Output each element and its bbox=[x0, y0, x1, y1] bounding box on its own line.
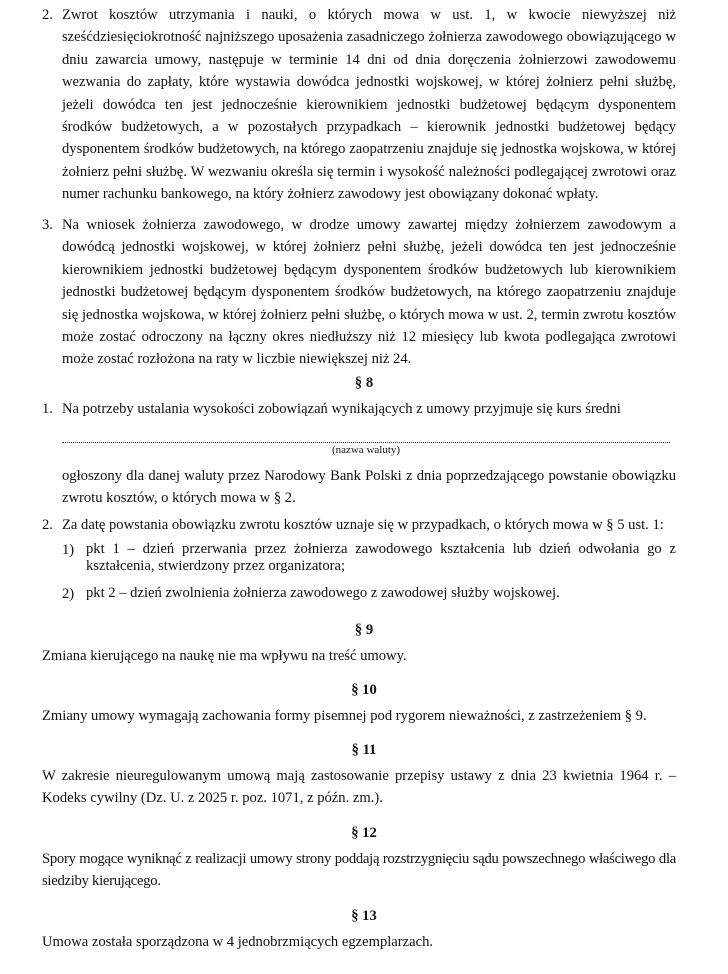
item-text: ogłoszony dla danej waluty przez Narodowy Bank Polski z dnia poprzedzającego powstanie obowiązku zwrotu kosztów, o których mowa w § 2. bbox=[62, 468, 676, 507]
paragraph-item-3 bbox=[42, 214, 676, 368]
subitem-number: 1) bbox=[62, 542, 75, 558]
s8-subitem-1 bbox=[62, 539, 676, 579]
item-text: Na potrzeby ustalania wysokości zobowiązań wynikających z umowy przyjmuje się kurs średni bbox=[62, 401, 621, 417]
s8-item-1 bbox=[42, 398, 676, 422]
item-text: Na wniosek żołnierza zawodowego, w drodze umowy zawartej między żołnierzem zawodowym a dowódcą jednostki wojskowej, w której żołnierz pełni służbę, jeżeli dowódca ten jest jednocześnie kierownikiem jednostki budżetowej będącym dysponentem środków budżetowych lub kierownikiem jednostki budżetowej będącym dysponentem środków budżetowych, na którego zaopatrzeniu znajduje się jednostka wojskowa, w której żołnierz pełni służbę, o których mowa w ust. 2, termin zwrotu kosztów może zostać odroczony na łączny okres niedłuższy niż 12 miesięcy lub kwota podlegająca zwrotowi może zostać rozłożona na raty w liczbie niewiększej niż 24. bbox=[62, 217, 676, 368]
item-text: Zwrot kosztów utrzymania i nauki, o których mowa w ust. 1, w kwocie niewyższej niż sześćdziesięciokrotność najniższego uposażenia zasadniczego żołnierza zawodowego obowiązującego w dniu zawarcia umowy, następuje w terminie 14 dni od dnia doręczenia żołnierzowi zawodowemu wezwania do zapłaty, które wystawia dowódca jednostki wojskowej, w której żołnierz pełni służbę, jeżeli dowódca ten jest jednocześnie kierownikiem jednostki budżetowej będącym dysponentem środków budżetowych, a w pozostałych przypadkach – kierownik jednostki budżetowej będący dysponentem środków budżetowych, na którego zaopatrzeniu znajduje się jednostka wojskowa, w której żołnierz pełni służbę. W wezwaniu określa się termin i wysokość należności podlegającej zwrotowi oraz numer rachunku bankowego, na który żołnierz zawodowy jest obowiązany dokonać wpłaty. bbox=[62, 7, 676, 203]
currency-caption: (nazwa waluty) bbox=[331, 444, 401, 456]
section-9-text: Zmiana kierującego na naukę nie ma wpływu na treść umowy. bbox=[42, 648, 407, 664]
section-heading-11: § 11 bbox=[351, 742, 377, 758]
s8-item-1-continuation bbox=[42, 465, 676, 511]
item-text: Za datę powstania obowiązku zwrotu kosztów uznaje się w przypadkach, o których mowa w § 5 ust. 1: bbox=[62, 517, 664, 533]
section-10-text: Zmiany umowy wymagają zachowania formy pisemnej pod rygorem nieważności, z zastrzeżeniem § 9. bbox=[42, 708, 647, 724]
subitem-number: 2) bbox=[62, 586, 75, 602]
section-heading-13: § 13 bbox=[351, 908, 377, 924]
item-number: 3. bbox=[42, 217, 53, 233]
s8-item-2 bbox=[42, 514, 676, 538]
subitem-text: pkt 2 – dzień zwolnienia żołnierza zawodowego z zawodowej służby wojskowej. bbox=[86, 585, 560, 601]
section-heading-9: § 9 bbox=[354, 622, 374, 638]
section-heading-12: § 12 bbox=[351, 825, 377, 841]
s8-subitem-2 bbox=[62, 583, 676, 607]
section-heading-8: § 8 bbox=[354, 375, 374, 391]
subitem-text: pkt 1 – dzień przerwania przez żołnierza zawodowego kształcenia lub dzień odwołania go z kształcenia, stwierdzony przez organizatora; bbox=[86, 541, 676, 574]
section-11-text: W zakresie nieuregulowanym umową mają zastosowanie przepisy ustawy z dnia 23 kwietnia 1964 r. – Kodeks cywilny (Dz. U. z 2025 r. poz. 1071, z późn. zm.). bbox=[42, 768, 676, 806]
paragraph-item-2 bbox=[42, 4, 676, 204]
item-number: 2. bbox=[42, 7, 53, 23]
section-heading-10: § 10 bbox=[351, 682, 377, 698]
item-number: 2. bbox=[42, 517, 53, 533]
section-12-text: Spory mogące wyniknąć z realizacji umowy strony poddają rozstrzygnięciu sądu powszechnego właściwego dla siedziby kierującego. bbox=[42, 851, 676, 889]
section-13-text: Umowa została sporządzona w 4 jednobrzmiących egzemplarzach. bbox=[42, 934, 434, 950]
item-number: 1. bbox=[42, 401, 53, 417]
